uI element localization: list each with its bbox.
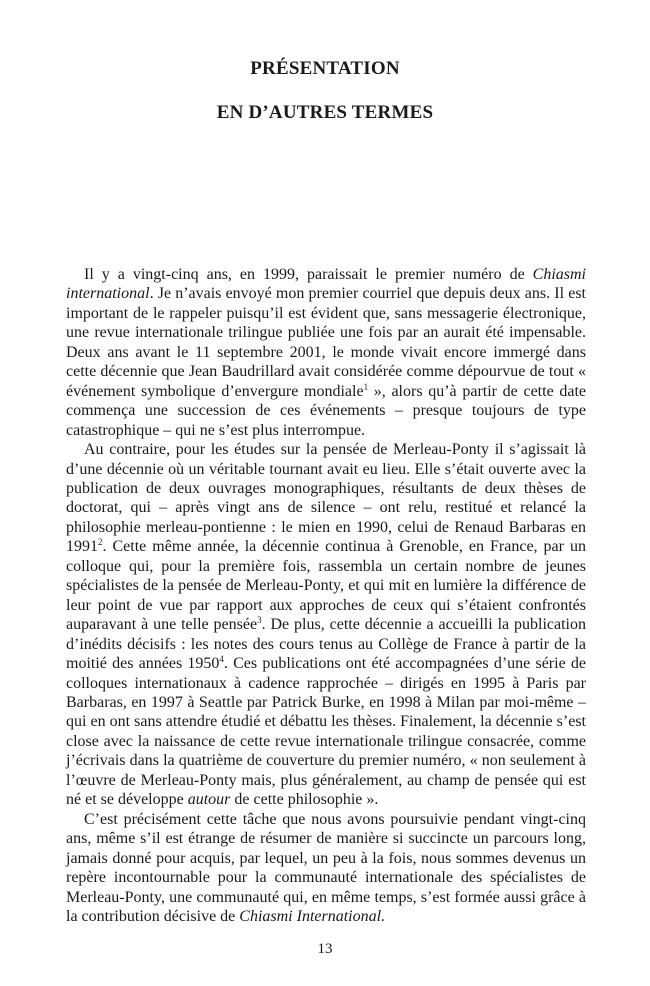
page-title: PRÉSENTATION bbox=[250, 58, 400, 79]
p1-text-c: . Je n’avais envoyé mon premier courriel que depuis deux ans. Il est important de le rappeler puisqu’il est évident que, sans messagerie électronique, une revue internationale trilingue publiée une fois par an aurait été impensable. Deux ans avant le 11 septembre 2001, le monde vivait encore immergé dans cette décennie que Jean Baudrillard avait considérée comme dépourvue de tout « événement symbolique d’envergure mondiale bbox=[66, 285, 586, 400]
p2-text-b: . Cette même année, la décennie continua à Grenoble, en France, par un colloque qui, pour la première fois, rassembla un certain nombre de jeunes spécialistes de la pensée de Merleau-Ponty, et qui mit en lumière la différence de leur point de vue par rapport aux approches de ceux qui s’étaient confrontés auparavant à une telle pensée bbox=[66, 538, 586, 634]
p3-journal-title: Chiasmi International. bbox=[239, 907, 386, 925]
p1-text-d: », alors qu’à partir de cette date commença une succession de ces événements – presque toujours de type catastrophique – qui ne s’est plus interrompue. bbox=[66, 382, 586, 439]
p3-text-a: C’est précisément cette tâche que nous avons poursuivie pendant vingt-cinq ans, même s’il est étrange de résumer de manière si succincte un parcours long, jamais donné pour acquis, par lequel, un peu à la fois, nous sommes devenus un repère incontournable pour la communauté internationale des spécialistes de Merleau-Ponty, une communauté qui, en même temps, s’est formée aussi grâce à la contribution décisive de bbox=[66, 810, 586, 925]
p2-emphasis: autour bbox=[187, 791, 231, 809]
footnote-ref-3: 3 bbox=[257, 615, 262, 626]
footnote-ref-2: 2 bbox=[98, 537, 103, 548]
paragraph-3 bbox=[66, 810, 586, 927]
p2-text-c: . De plus, cette décennie a accueilli la publication d’inédits décisifs : les notes des cours tenus au Collège de France à partir de la moitié des années 1950 bbox=[66, 616, 587, 673]
page-number: 13 bbox=[317, 941, 333, 957]
p1-journal-title: Chiasmi international bbox=[66, 266, 586, 303]
p2-text-a: Au contraire, pour les études sur la pensée de Merleau-Ponty il s’agissait là d’une décennie où un véritable tournant avait eu lieu. Elle s’était ouverte avec la publication de deux ouvrages monographiques, résultants de deux thèses de doctorat, qui – après vingt ans de silence – ont relu, restitué et relancé la philosophie merleau-pontienne : le mien en 1990, celui de Renaud Barbaras en 1991 bbox=[66, 441, 586, 556]
page-subtitle: EN D’AUTRES TERMES bbox=[216, 102, 434, 123]
paragraph-2 bbox=[66, 440, 586, 810]
body-text bbox=[66, 265, 586, 926]
footnote-ref-4: 4 bbox=[219, 654, 224, 665]
paragraph-1 bbox=[66, 265, 586, 440]
p2-text-d: . Ces publications ont été accompagnées d’une série de colloques internationaux à cadence rapprochée – dirigés en 1995 à Paris par Barbaras, en 1997 à Seattle par Patrick Burke, en 1998 à Milan par moi-même – qui en ont sans attendre étudié et débattu les thèses. Finalement, la décennie s’est close avec la naissance de cette revue internationale trilingue consacrée, comme j’écrivais dans la quatrième de couverture du premier numéro, « non seulement à l’œuvre de Merleau-Ponty mais, plus généralement, au champ de pensée qui est né et se développe bbox=[66, 655, 586, 809]
p2-text-f: de cette philosophie ». bbox=[230, 791, 379, 809]
footnote-ref-1: 1 bbox=[363, 381, 369, 392]
p1-text-a: Il y a vingt-cinq ans, en 1999, paraissait le premier numéro de bbox=[84, 266, 533, 283]
